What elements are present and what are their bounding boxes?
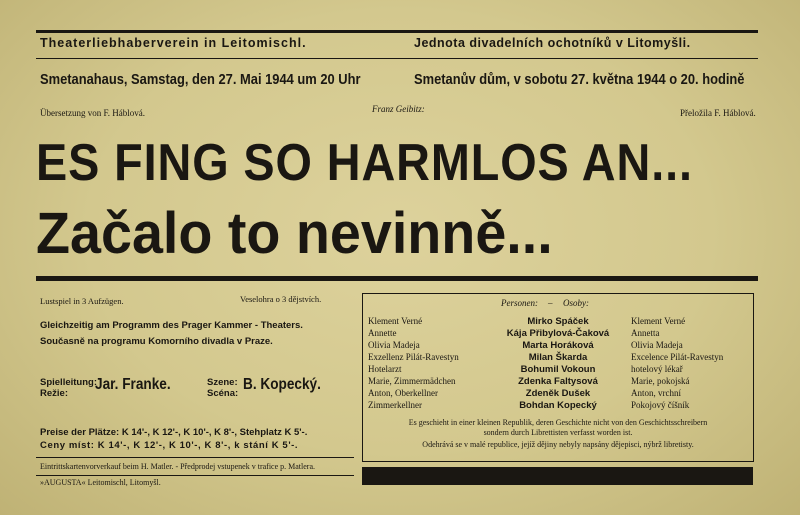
role-cz: Anton, vrchní bbox=[631, 388, 681, 398]
role-cz: Pokojový číšník bbox=[631, 400, 690, 410]
genre-german: Lustspiel in 3 Aufzügen. bbox=[40, 296, 124, 306]
role-de: Olivia Madeja bbox=[368, 340, 420, 350]
scene-name: B. Kopecký. bbox=[243, 376, 321, 393]
cz-society: Jednota divadelních ochotníků v Litomyšli. bbox=[414, 36, 691, 50]
actor: Zdeněk Dušek bbox=[525, 388, 591, 399]
cast-row bbox=[363, 376, 753, 388]
program-german: Gleichzeitig am Programm des Prager Kammer - Theaters. bbox=[40, 320, 303, 331]
de-society: Theaterliebhaberverein in Leitomischl. bbox=[40, 36, 307, 50]
de-translation: Übersetzung von F. Háblová. bbox=[40, 108, 146, 118]
program-czech: Současně na programu Komorního divadla v Praze. bbox=[40, 336, 273, 347]
author: Franz Geibitz: bbox=[372, 104, 425, 114]
presale: Eintrittskartenvorverkauf beim H. Matler. - Předprodej vstupenek v trafice p. Matlera. bbox=[40, 462, 316, 471]
actor: Bohdan Kopecký bbox=[519, 400, 597, 411]
title-german: ES FING SO HARMLOS AN... bbox=[36, 134, 693, 192]
role-de: Anton, Oberkellner bbox=[368, 388, 438, 398]
top-rule bbox=[36, 30, 758, 33]
role-de: Exzellenz Pilát-Ravestyn bbox=[368, 352, 459, 362]
cast-row bbox=[363, 328, 753, 340]
role-de: Annette bbox=[368, 328, 397, 338]
cast-row bbox=[363, 352, 753, 364]
role-cz: Marie, pokojská bbox=[631, 376, 690, 386]
presale-rule-bottom bbox=[36, 475, 354, 476]
title-czech: Začalo to nevinně... bbox=[36, 201, 553, 266]
prices-czech: Ceny míst: K 14'-, K 12'-, K 10'-, K 8'-, k stání K 5'-. bbox=[40, 440, 299, 451]
cz-translation: Přeložila F. Háblová. bbox=[680, 108, 756, 118]
cast-heading-cz: Osoby: bbox=[563, 298, 589, 308]
cast-note-czech: Odehrává se v malé republice, jejíž dějiny nebyly napsány dějepisci, nýbrž libretisty. bbox=[422, 440, 694, 449]
cz-date: Smetanův dům, v sobotu 27. května 1944 o 20. hodině bbox=[414, 71, 745, 88]
actor: Bohumil Vokoun bbox=[520, 364, 596, 375]
cast-row bbox=[363, 340, 753, 352]
prices-german: Preise der Plätze: K 14'-, K 12'-, K 10'-, K 8'-, Stehplatz K 5'-. bbox=[40, 427, 308, 438]
cast-row bbox=[363, 316, 753, 328]
cast-heading-separator: – bbox=[548, 298, 553, 308]
cast-row bbox=[363, 400, 753, 412]
scene-label-cz: Scéna: bbox=[207, 388, 239, 399]
role-cz: Excelence Pilát-Ravestyn bbox=[631, 352, 724, 362]
presale-rule-top bbox=[36, 457, 354, 458]
scene-label-de: Szene: bbox=[207, 377, 238, 388]
cast-row bbox=[363, 388, 753, 400]
role-de: Hotelarzt bbox=[368, 364, 402, 374]
printer: »AUGUSTA« Leitomischl, Litomyšl. bbox=[40, 478, 161, 487]
bottom-bar bbox=[362, 467, 753, 485]
director-name: Jar. Franke. bbox=[95, 376, 171, 393]
society-rule bbox=[36, 58, 758, 59]
de-date: Smetanahaus, Samstag, den 27. Mai 1944 um 20 Uhr bbox=[40, 71, 361, 88]
cast-note-german: Es geschieht in einer kleinen Republik, deren Geschichte nicht von den Geschichtsschreibern sondern durch Librettisten verfasst worden ist. bbox=[408, 418, 708, 437]
actor: Mirko Spáček bbox=[527, 316, 589, 327]
cast-heading-de: Personen: bbox=[501, 298, 538, 308]
role-de: Klement Verné bbox=[368, 316, 423, 326]
genre-czech: Veselohra o 3 dějstvích. bbox=[240, 294, 322, 304]
direction-label-de: Spielleitung: bbox=[40, 377, 97, 388]
cast-box bbox=[362, 293, 754, 462]
cast-row bbox=[363, 364, 753, 376]
direction-label-cz: Režie: bbox=[40, 388, 68, 399]
role-cz: Olivia Madeja bbox=[631, 340, 683, 350]
actor: Marta Horáková bbox=[522, 340, 594, 351]
role-de: Marie, Zimmermädchen bbox=[368, 376, 456, 386]
role-cz: Klement Verné bbox=[631, 316, 686, 326]
actor: Milan Škarda bbox=[528, 352, 588, 363]
role-cz: Annetta bbox=[631, 328, 660, 338]
actor: Kája Přibylová-Čaková bbox=[506, 328, 610, 339]
title-rule bbox=[36, 276, 758, 281]
actor: Zdenka Faltysová bbox=[518, 376, 598, 387]
role-de: Zimmerkellner bbox=[368, 400, 422, 410]
role-cz: hotelový lékař bbox=[631, 364, 683, 374]
